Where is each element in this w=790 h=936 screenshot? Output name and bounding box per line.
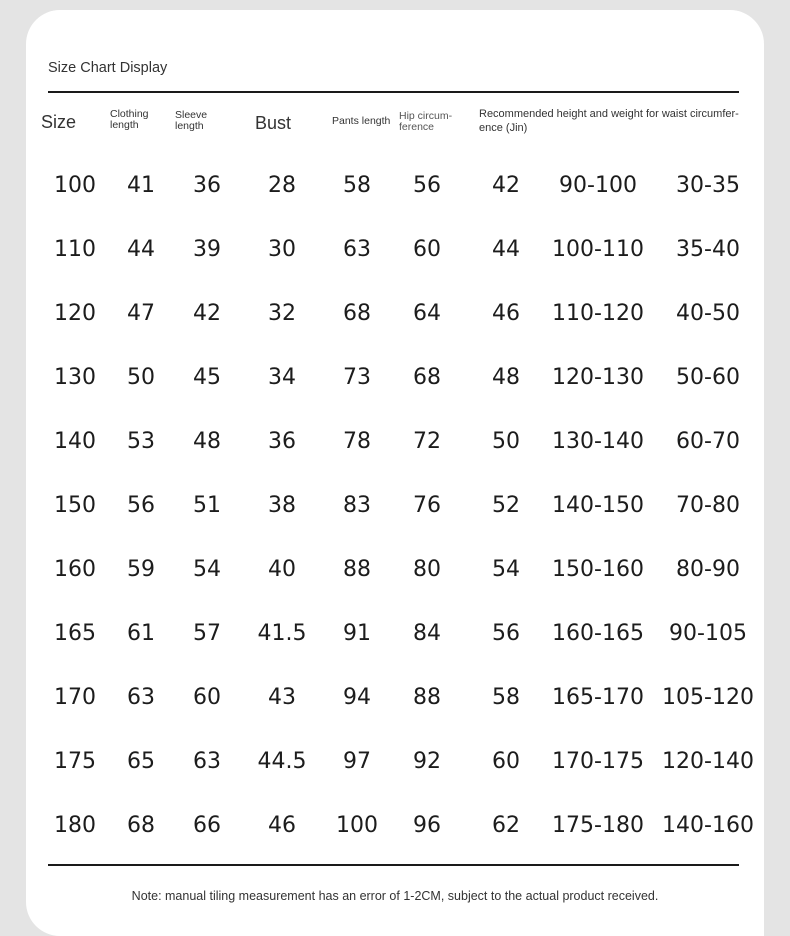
cell-pants-length: 63 [343,237,371,262]
cell-height: 160-165 [552,621,644,646]
table-row [0,422,790,462]
table-row [0,742,790,782]
cell-height: 165-170 [552,685,644,710]
table-row [0,614,790,654]
cell-sleeve-length: 42 [193,301,221,326]
cell-clothing-length: 44 [127,237,155,262]
header-hip-circumference: Hip circum- ference [399,110,453,134]
cell-sleeve-length: 51 [193,493,221,518]
cell-hip: 96 [413,813,441,838]
cell-waist: 48 [492,365,520,390]
cell-weight: 120-140 [662,749,754,774]
cell-height: 175-180 [552,813,644,838]
cell-size: 140 [54,429,96,454]
cell-clothing-length: 68 [127,813,155,838]
table-row [0,358,790,398]
cell-sleeve-length: 54 [193,557,221,582]
cell-pants-length: 100 [336,813,378,838]
table-row [0,294,790,334]
cell-hip: 60 [413,237,441,262]
cell-size: 175 [54,749,96,774]
cell-pants-length: 78 [343,429,371,454]
cell-hip: 88 [413,685,441,710]
cell-height: 110-120 [552,301,644,326]
size-chart-card [26,10,764,936]
cell-height: 100-110 [552,237,644,262]
cell-bust: 30 [268,237,296,262]
header-recommended: Recommended height and weight for waist circumfer- ence (Jin) [479,108,739,134]
cell-waist: 42 [492,173,520,198]
cell-bust: 32 [268,301,296,326]
cell-weight: 30-35 [676,173,740,198]
header-sleeve-length: Sleeve length [175,109,208,133]
header-clothing-length: Clothing length [110,108,149,132]
cell-bust: 34 [268,365,296,390]
cell-clothing-length: 61 [127,621,155,646]
cell-sleeve-length: 63 [193,749,221,774]
cell-height: 140-150 [552,493,644,518]
cell-waist: 58 [492,685,520,710]
cell-bust: 43 [268,685,296,710]
cell-weight: 35-40 [676,237,740,262]
cell-bust: 38 [268,493,296,518]
cell-weight: 90-105 [669,621,747,646]
cell-size: 110 [54,237,96,262]
cell-height: 130-140 [552,429,644,454]
cell-hip: 92 [413,749,441,774]
cell-pants-length: 68 [343,301,371,326]
table-row [0,806,790,846]
cell-hip: 56 [413,173,441,198]
cell-sleeve-length: 66 [193,813,221,838]
cell-pants-length: 58 [343,173,371,198]
cell-hip: 76 [413,493,441,518]
cell-waist: 54 [492,557,520,582]
table-row [0,550,790,590]
cell-clothing-length: 53 [127,429,155,454]
cell-pants-length: 97 [343,749,371,774]
cell-weight: 140-160 [662,813,754,838]
cell-pants-length: 73 [343,365,371,390]
cell-waist: 60 [492,749,520,774]
cell-pants-length: 94 [343,685,371,710]
header-pants-length: Pants length [332,115,391,127]
cell-pants-length: 88 [343,557,371,582]
chart-title: Size Chart Display [48,60,168,76]
cell-clothing-length: 50 [127,365,155,390]
cell-sleeve-length: 39 [193,237,221,262]
cell-weight: 40-50 [676,301,740,326]
cell-waist: 56 [492,621,520,646]
table-row [0,230,790,270]
cell-waist: 50 [492,429,520,454]
cell-clothing-length: 63 [127,685,155,710]
cell-clothing-length: 59 [127,557,155,582]
top-divider [48,91,739,93]
cell-clothing-length: 65 [127,749,155,774]
cell-bust: 36 [268,429,296,454]
cell-waist: 52 [492,493,520,518]
cell-size: 180 [54,813,96,838]
bottom-divider [48,864,739,866]
cell-clothing-length: 56 [127,493,155,518]
cell-size: 100 [54,173,96,198]
header-size: Size [41,112,77,132]
cell-pants-length: 83 [343,493,371,518]
header-bust: Bust [255,113,292,133]
cell-waist: 62 [492,813,520,838]
cell-bust: 28 [268,173,296,198]
cell-sleeve-length: 45 [193,365,221,390]
cell-weight: 70-80 [676,493,740,518]
cell-hip: 64 [413,301,441,326]
cell-clothing-length: 41 [127,173,155,198]
cell-size: 170 [54,685,96,710]
cell-height: 120-130 [552,365,644,390]
cell-bust: 41.5 [257,621,307,646]
cell-height: 150-160 [552,557,644,582]
cell-bust: 44.5 [257,749,307,774]
cell-bust: 46 [268,813,296,838]
cell-size: 150 [54,493,96,518]
cell-hip: 84 [413,621,441,646]
cell-size: 160 [54,557,96,582]
cell-clothing-length: 47 [127,301,155,326]
cell-size: 165 [54,621,96,646]
cell-weight: 80-90 [676,557,740,582]
cell-weight: 50-60 [676,365,740,390]
cell-bust: 40 [268,557,296,582]
cell-size: 130 [54,365,96,390]
cell-pants-length: 91 [343,621,371,646]
cell-hip: 72 [413,429,441,454]
cell-height: 90-100 [559,173,637,198]
measurement-note: Note: manual tiling measurement has an error of 1-2CM, subject to the actual product received. [131,889,659,903]
cell-sleeve-length: 36 [193,173,221,198]
cell-size: 120 [54,301,96,326]
cell-weight: 105-120 [662,685,754,710]
cell-sleeve-length: 57 [193,621,221,646]
cell-hip: 68 [413,365,441,390]
cell-height: 170-175 [552,749,644,774]
cell-weight: 60-70 [676,429,740,454]
table-row [0,678,790,718]
cell-hip: 80 [413,557,441,582]
cell-waist: 44 [492,237,520,262]
table-row [0,166,790,206]
cell-waist: 46 [492,301,520,326]
cell-sleeve-length: 60 [193,685,221,710]
cell-sleeve-length: 48 [193,429,221,454]
table-row [0,486,790,526]
